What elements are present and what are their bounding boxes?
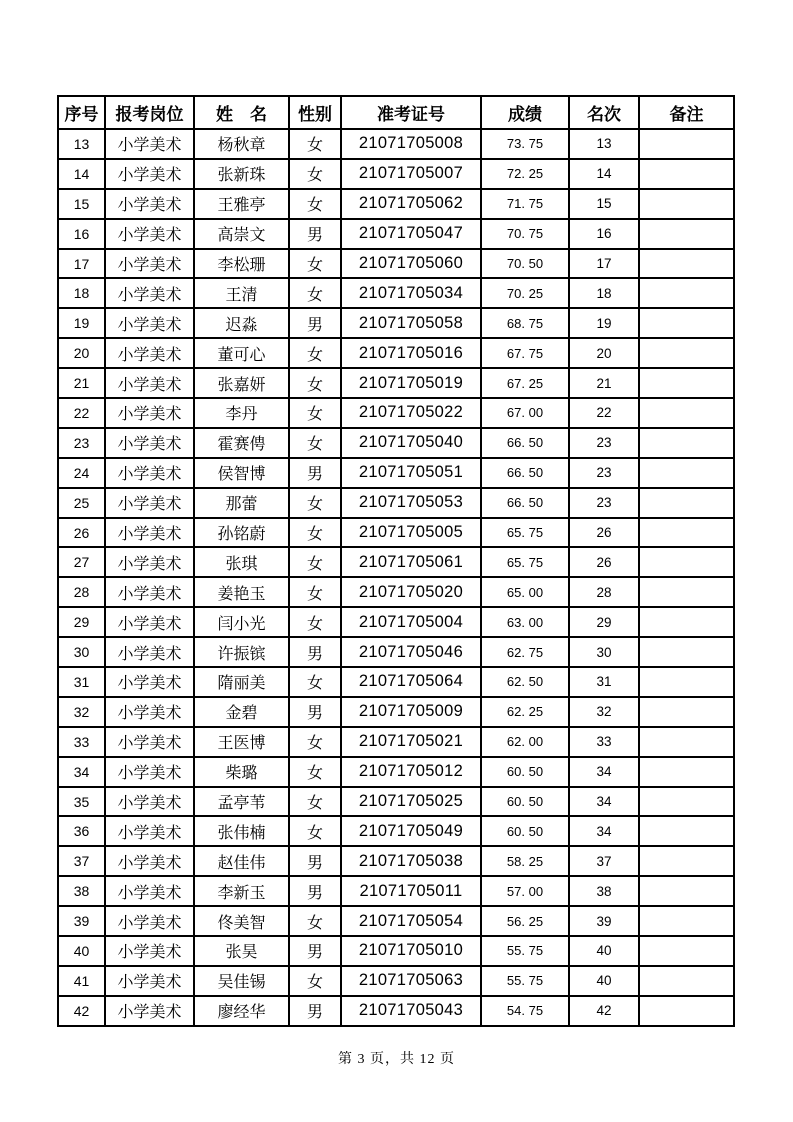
cell-name: 董可心 xyxy=(194,338,289,368)
cell-ticket-number: 21071705009 xyxy=(341,697,481,727)
cell-index: 39 xyxy=(58,906,105,936)
cell-ticket-number: 21071705034 xyxy=(341,278,481,308)
cell-rank: 26 xyxy=(569,518,639,548)
cell-rank: 34 xyxy=(569,816,639,846)
cell-index: 18 xyxy=(58,278,105,308)
cell-name: 姜艳玉 xyxy=(194,577,289,607)
cell-position: 小学美术 xyxy=(105,637,194,667)
cell-rank: 39 xyxy=(569,906,639,936)
page-number: 第 3 页，共 12 页 xyxy=(338,1052,455,1067)
cell-ticket-number: 21071705011 xyxy=(341,876,481,906)
cell-remark xyxy=(639,547,734,577)
cell-ticket-number: 21071705062 xyxy=(341,189,481,219)
table-row xyxy=(58,996,734,1026)
cell-position: 小学美术 xyxy=(105,966,194,996)
cell-position: 小学美术 xyxy=(105,607,194,637)
cell-position: 小学美术 xyxy=(105,488,194,518)
table-row xyxy=(58,906,734,936)
cell-rank: 26 xyxy=(569,547,639,577)
table-row xyxy=(58,368,734,398)
cell-index: 16 xyxy=(58,219,105,249)
cell-remark xyxy=(639,219,734,249)
cell-rank: 32 xyxy=(569,697,639,727)
cell-name: 张伟楠 xyxy=(194,816,289,846)
cell-rank: 20 xyxy=(569,338,639,368)
cell-remark xyxy=(639,637,734,667)
cell-ticket-number: 21071705005 xyxy=(341,518,481,548)
table-row xyxy=(58,249,734,279)
cell-gender: 女 xyxy=(289,428,341,458)
header-score: 成绩 xyxy=(481,96,569,129)
cell-index: 25 xyxy=(58,488,105,518)
cell-remark xyxy=(639,189,734,219)
cell-gender: 男 xyxy=(289,697,341,727)
cell-name: 李丹 xyxy=(194,398,289,428)
cell-index: 23 xyxy=(58,428,105,458)
cell-gender: 女 xyxy=(289,518,341,548)
table-row xyxy=(58,846,734,876)
cell-name: 李新玉 xyxy=(194,876,289,906)
cell-position: 小学美术 xyxy=(105,697,194,727)
cell-remark xyxy=(639,936,734,966)
table-row xyxy=(58,697,734,727)
cell-remark xyxy=(639,518,734,548)
cell-ticket-number: 21071705004 xyxy=(341,607,481,637)
cell-ticket-number: 21071705038 xyxy=(341,846,481,876)
cell-index: 24 xyxy=(58,458,105,488)
cell-position: 小学美术 xyxy=(105,428,194,458)
table-row xyxy=(58,787,734,817)
cell-index: 13 xyxy=(58,129,105,159)
cell-ticket-number: 21071705060 xyxy=(341,249,481,279)
cell-gender: 女 xyxy=(289,727,341,757)
cell-gender: 女 xyxy=(289,189,341,219)
cell-position: 小学美术 xyxy=(105,846,194,876)
cell-name: 霍赛俜 xyxy=(194,428,289,458)
table-row xyxy=(58,577,734,607)
cell-position: 小学美术 xyxy=(105,547,194,577)
cell-name: 高崇文 xyxy=(194,219,289,249)
cell-remark xyxy=(639,906,734,936)
results-table-body xyxy=(58,129,734,1026)
cell-remark xyxy=(639,757,734,787)
cell-index: 15 xyxy=(58,189,105,219)
cell-gender: 女 xyxy=(289,787,341,817)
table-row xyxy=(58,518,734,548)
table-row xyxy=(58,308,734,338)
cell-remark xyxy=(639,278,734,308)
cell-index: 42 xyxy=(58,996,105,1026)
cell-index: 21 xyxy=(58,368,105,398)
cell-position: 小学美术 xyxy=(105,787,194,817)
header-rank: 名次 xyxy=(569,96,639,129)
cell-gender: 男 xyxy=(289,219,341,249)
table-row xyxy=(58,159,734,189)
cell-score: 58. 25 xyxy=(481,846,569,876)
cell-gender: 女 xyxy=(289,368,341,398)
cell-gender: 女 xyxy=(289,547,341,577)
cell-rank: 38 xyxy=(569,876,639,906)
cell-gender: 男 xyxy=(289,308,341,338)
cell-position: 小学美术 xyxy=(105,876,194,906)
cell-ticket-number: 21071705012 xyxy=(341,757,481,787)
cell-name: 赵佳伟 xyxy=(194,846,289,876)
table-row xyxy=(58,936,734,966)
cell-index: 40 xyxy=(58,936,105,966)
cell-name: 孙铭蔚 xyxy=(194,518,289,548)
cell-score: 66. 50 xyxy=(481,488,569,518)
cell-ticket-number: 21071705054 xyxy=(341,906,481,936)
cell-rank: 33 xyxy=(569,727,639,757)
cell-rank: 31 xyxy=(569,667,639,697)
cell-ticket-number: 21071705058 xyxy=(341,308,481,338)
cell-name: 王清 xyxy=(194,278,289,308)
cell-position: 小学美术 xyxy=(105,129,194,159)
cell-rank: 29 xyxy=(569,607,639,637)
table-row xyxy=(58,637,734,667)
cell-gender: 女 xyxy=(289,398,341,428)
cell-rank: 21 xyxy=(569,368,639,398)
cell-score: 66. 50 xyxy=(481,428,569,458)
cell-name: 金碧 xyxy=(194,697,289,727)
cell-remark xyxy=(639,159,734,189)
cell-remark xyxy=(639,338,734,368)
cell-name: 王医博 xyxy=(194,727,289,757)
cell-score: 60. 50 xyxy=(481,787,569,817)
cell-name: 孟亭苇 xyxy=(194,787,289,817)
cell-position: 小学美术 xyxy=(105,727,194,757)
cell-index: 19 xyxy=(58,308,105,338)
cell-remark xyxy=(639,876,734,906)
cell-ticket-number: 21071705021 xyxy=(341,727,481,757)
cell-ticket-number: 21071705046 xyxy=(341,637,481,667)
cell-rank: 40 xyxy=(569,966,639,996)
cell-index: 31 xyxy=(58,667,105,697)
cell-name: 侯智博 xyxy=(194,458,289,488)
cell-index: 37 xyxy=(58,846,105,876)
cell-ticket-number: 21071705019 xyxy=(341,368,481,398)
cell-position: 小学美术 xyxy=(105,577,194,607)
cell-ticket-number: 21071705053 xyxy=(341,488,481,518)
cell-remark xyxy=(639,816,734,846)
cell-position: 小学美术 xyxy=(105,936,194,966)
cell-name: 柴璐 xyxy=(194,757,289,787)
cell-name: 廖经华 xyxy=(194,996,289,1026)
header-index: 序号 xyxy=(58,96,105,129)
table-row xyxy=(58,129,734,159)
cell-position: 小学美术 xyxy=(105,667,194,697)
table-row xyxy=(58,966,734,996)
cell-ticket-number: 21071705040 xyxy=(341,428,481,458)
cell-score: 67. 25 xyxy=(481,368,569,398)
cell-position: 小学美术 xyxy=(105,996,194,1026)
cell-remark xyxy=(639,488,734,518)
cell-index: 14 xyxy=(58,159,105,189)
cell-gender: 女 xyxy=(289,488,341,518)
cell-score: 72. 25 xyxy=(481,159,569,189)
cell-remark xyxy=(639,846,734,876)
cell-index: 28 xyxy=(58,577,105,607)
header-remark: 备注 xyxy=(639,96,734,129)
cell-name: 吴佳锡 xyxy=(194,966,289,996)
cell-rank: 23 xyxy=(569,488,639,518)
cell-position: 小学美术 xyxy=(105,757,194,787)
cell-gender: 男 xyxy=(289,996,341,1026)
cell-index: 29 xyxy=(58,607,105,637)
cell-ticket-number: 21071705043 xyxy=(341,996,481,1026)
cell-rank: 16 xyxy=(569,219,639,249)
cell-gender: 女 xyxy=(289,906,341,936)
cell-ticket-number: 21071705063 xyxy=(341,966,481,996)
cell-score: 62. 25 xyxy=(481,697,569,727)
cell-gender: 男 xyxy=(289,458,341,488)
cell-rank: 17 xyxy=(569,249,639,279)
table-row xyxy=(58,219,734,249)
cell-position: 小学美术 xyxy=(105,906,194,936)
cell-name: 张琪 xyxy=(194,547,289,577)
cell-remark xyxy=(639,308,734,338)
cell-name: 佟美智 xyxy=(194,906,289,936)
cell-position: 小学美术 xyxy=(105,189,194,219)
cell-rank: 23 xyxy=(569,458,639,488)
cell-score: 65. 00 xyxy=(481,577,569,607)
cell-remark xyxy=(639,787,734,817)
cell-gender: 男 xyxy=(289,876,341,906)
cell-name: 张新珠 xyxy=(194,159,289,189)
cell-gender: 女 xyxy=(289,249,341,279)
cell-rank: 34 xyxy=(569,787,639,817)
cell-index: 27 xyxy=(58,547,105,577)
cell-score: 67. 75 xyxy=(481,338,569,368)
table-row xyxy=(58,757,734,787)
cell-score: 63. 00 xyxy=(481,607,569,637)
cell-rank: 28 xyxy=(569,577,639,607)
cell-remark xyxy=(639,398,734,428)
cell-score: 62. 00 xyxy=(481,727,569,757)
table-row xyxy=(58,398,734,428)
cell-gender: 女 xyxy=(289,667,341,697)
cell-score: 55. 75 xyxy=(481,936,569,966)
cell-gender: 女 xyxy=(289,966,341,996)
table-row xyxy=(58,278,734,308)
cell-name: 隋丽美 xyxy=(194,667,289,697)
cell-position: 小学美术 xyxy=(105,159,194,189)
cell-score: 70. 25 xyxy=(481,278,569,308)
cell-ticket-number: 21071705007 xyxy=(341,159,481,189)
table-row xyxy=(58,338,734,368)
table-row xyxy=(58,428,734,458)
cell-score: 70. 50 xyxy=(481,249,569,279)
cell-gender: 女 xyxy=(289,159,341,189)
header-gender: 性别 xyxy=(289,96,341,129)
cell-gender: 女 xyxy=(289,278,341,308)
exam-results-table xyxy=(57,95,735,1027)
cell-ticket-number: 21071705051 xyxy=(341,458,481,488)
cell-gender: 男 xyxy=(289,637,341,667)
cell-index: 38 xyxy=(58,876,105,906)
cell-index: 22 xyxy=(58,398,105,428)
cell-ticket-number: 21071705016 xyxy=(341,338,481,368)
cell-name: 李松珊 xyxy=(194,249,289,279)
cell-position: 小学美术 xyxy=(105,219,194,249)
cell-rank: 19 xyxy=(569,308,639,338)
cell-index: 41 xyxy=(58,966,105,996)
cell-index: 30 xyxy=(58,637,105,667)
cell-remark xyxy=(639,129,734,159)
cell-score: 65. 75 xyxy=(481,547,569,577)
cell-rank: 18 xyxy=(569,278,639,308)
cell-ticket-number: 21071705061 xyxy=(341,547,481,577)
cell-name: 杨秋章 xyxy=(194,129,289,159)
cell-rank: 37 xyxy=(569,846,639,876)
cell-name: 张昊 xyxy=(194,936,289,966)
cell-score: 54. 75 xyxy=(481,996,569,1026)
cell-position: 小学美术 xyxy=(105,816,194,846)
cell-gender: 女 xyxy=(289,338,341,368)
header-row xyxy=(58,96,734,129)
cell-gender: 女 xyxy=(289,816,341,846)
cell-index: 33 xyxy=(58,727,105,757)
cell-remark xyxy=(639,368,734,398)
cell-remark xyxy=(639,607,734,637)
cell-gender: 女 xyxy=(289,577,341,607)
cell-remark xyxy=(639,697,734,727)
cell-ticket-number: 21071705010 xyxy=(341,936,481,966)
cell-gender: 女 xyxy=(289,757,341,787)
cell-name: 王雅亭 xyxy=(194,189,289,219)
table-row xyxy=(58,607,734,637)
cell-score: 68. 75 xyxy=(481,308,569,338)
cell-rank: 34 xyxy=(569,757,639,787)
cell-name: 张嘉妍 xyxy=(194,368,289,398)
cell-index: 20 xyxy=(58,338,105,368)
cell-gender: 女 xyxy=(289,129,341,159)
cell-remark xyxy=(639,727,734,757)
cell-position: 小学美术 xyxy=(105,518,194,548)
cell-remark xyxy=(639,428,734,458)
cell-score: 62. 50 xyxy=(481,667,569,697)
cell-score: 67. 00 xyxy=(481,398,569,428)
cell-remark xyxy=(639,458,734,488)
cell-rank: 40 xyxy=(569,936,639,966)
cell-score: 71. 75 xyxy=(481,189,569,219)
cell-rank: 22 xyxy=(569,398,639,428)
cell-rank: 23 xyxy=(569,428,639,458)
cell-score: 65. 75 xyxy=(481,518,569,548)
cell-score: 62. 75 xyxy=(481,637,569,667)
cell-remark xyxy=(639,249,734,279)
cell-name: 那蕾 xyxy=(194,488,289,518)
cell-name: 迟淼 xyxy=(194,308,289,338)
cell-position: 小学美术 xyxy=(105,368,194,398)
cell-index: 36 xyxy=(58,816,105,846)
table-header xyxy=(58,96,734,129)
cell-rank: 13 xyxy=(569,129,639,159)
table-row xyxy=(58,816,734,846)
cell-position: 小学美术 xyxy=(105,398,194,428)
cell-score: 56. 25 xyxy=(481,906,569,936)
cell-name: 许振镔 xyxy=(194,637,289,667)
cell-index: 26 xyxy=(58,518,105,548)
cell-score: 66. 50 xyxy=(481,458,569,488)
cell-index: 34 xyxy=(58,757,105,787)
cell-score: 73. 75 xyxy=(481,129,569,159)
cell-ticket-number: 21071705022 xyxy=(341,398,481,428)
table-row xyxy=(58,488,734,518)
header-name: 姓 名 xyxy=(194,96,289,129)
cell-rank: 14 xyxy=(569,159,639,189)
cell-index: 17 xyxy=(58,249,105,279)
cell-gender: 男 xyxy=(289,936,341,966)
cell-position: 小学美术 xyxy=(105,338,194,368)
cell-remark xyxy=(639,966,734,996)
table-row xyxy=(58,727,734,757)
cell-position: 小学美术 xyxy=(105,458,194,488)
table-row xyxy=(58,876,734,906)
cell-ticket-number: 21071705025 xyxy=(341,787,481,817)
cell-score: 60. 50 xyxy=(481,816,569,846)
cell-position: 小学美术 xyxy=(105,278,194,308)
header-position: 报考岗位 xyxy=(105,96,194,129)
cell-position: 小学美术 xyxy=(105,308,194,338)
cell-score: 70. 75 xyxy=(481,219,569,249)
cell-ticket-number: 21071705008 xyxy=(341,129,481,159)
cell-ticket-number: 21071705020 xyxy=(341,577,481,607)
cell-ticket-number: 21071705047 xyxy=(341,219,481,249)
cell-rank: 30 xyxy=(569,637,639,667)
table-row xyxy=(58,667,734,697)
cell-gender: 男 xyxy=(289,846,341,876)
cell-rank: 15 xyxy=(569,189,639,219)
cell-position: 小学美术 xyxy=(105,249,194,279)
table-row xyxy=(58,547,734,577)
cell-remark xyxy=(639,667,734,697)
cell-score: 57. 00 xyxy=(481,876,569,906)
cell-rank: 42 xyxy=(569,996,639,1026)
table-row xyxy=(58,458,734,488)
cell-remark xyxy=(639,577,734,607)
cell-index: 35 xyxy=(58,787,105,817)
header-ticket-number: 准考证号 xyxy=(341,96,481,129)
cell-gender: 女 xyxy=(289,607,341,637)
cell-score: 60. 50 xyxy=(481,757,569,787)
cell-score: 55. 75 xyxy=(481,966,569,996)
cell-ticket-number: 21071705064 xyxy=(341,667,481,697)
cell-name: 闫小光 xyxy=(194,607,289,637)
cell-index: 32 xyxy=(58,697,105,727)
cell-remark xyxy=(639,996,734,1026)
table-row xyxy=(58,189,734,219)
cell-ticket-number: 21071705049 xyxy=(341,816,481,846)
